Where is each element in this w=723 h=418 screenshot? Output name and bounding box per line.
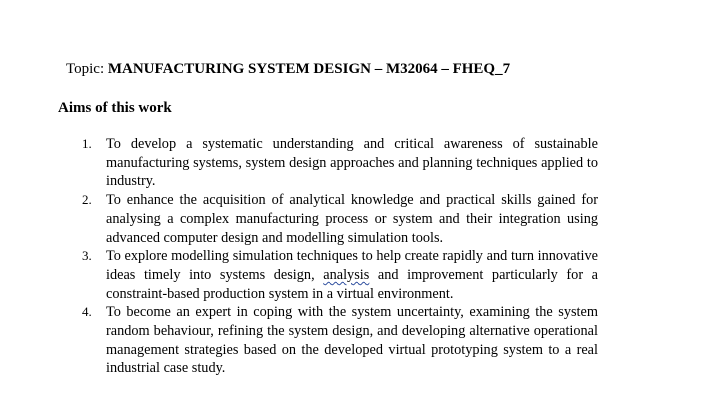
aim-item: [82, 247, 598, 303]
aim-number: 3.: [82, 248, 92, 264]
topic-label: Topic:: [66, 61, 105, 77]
aim-number: 4.: [82, 304, 92, 320]
topic-line: [66, 59, 510, 79]
aim-text-part: and improvement particularly for a constraint-based production system in a virtual environment.: [106, 266, 599, 302]
aims-list: [82, 135, 598, 378]
spellcheck-flagged-word[interactable]: analysis: [323, 266, 370, 283]
aim-text: To become an expert in coping with the system uncertainty, examining the system random behaviour, refining the system design, and developing alternative operational management strategies based on the developed virtual prototyping system to a real industrial case study.: [106, 304, 598, 377]
topic-title: MANUFACTURING SYSTEM DESIGN – M32064 – FHEQ_7: [107, 61, 511, 77]
aim-text: To develop a systematic understanding and critical awareness of sustainable manufacturing systems, system design approaches and planning techniques applied to industry.: [106, 136, 598, 190]
aim-number: 1.: [82, 136, 92, 151]
aim-item: [82, 303, 598, 378]
aim-item: [82, 191, 598, 247]
aims-heading: Aims of this work: [58, 100, 172, 116]
aim-text-part: To explore modelling simulation techniques to help create rapidly and turn innovative ideas timely into systems design,: [106, 248, 598, 283]
aim-text: [106, 247, 598, 303]
aim-text: To enhance the acquisition of analytical knowledge and practical skills gained for analysing a complex manufacturing process or system and their integration using advanced computer design and modelling simulation tools.: [106, 192, 598, 246]
aim-item: [82, 135, 598, 191]
aim-number: 2.: [82, 192, 92, 208]
